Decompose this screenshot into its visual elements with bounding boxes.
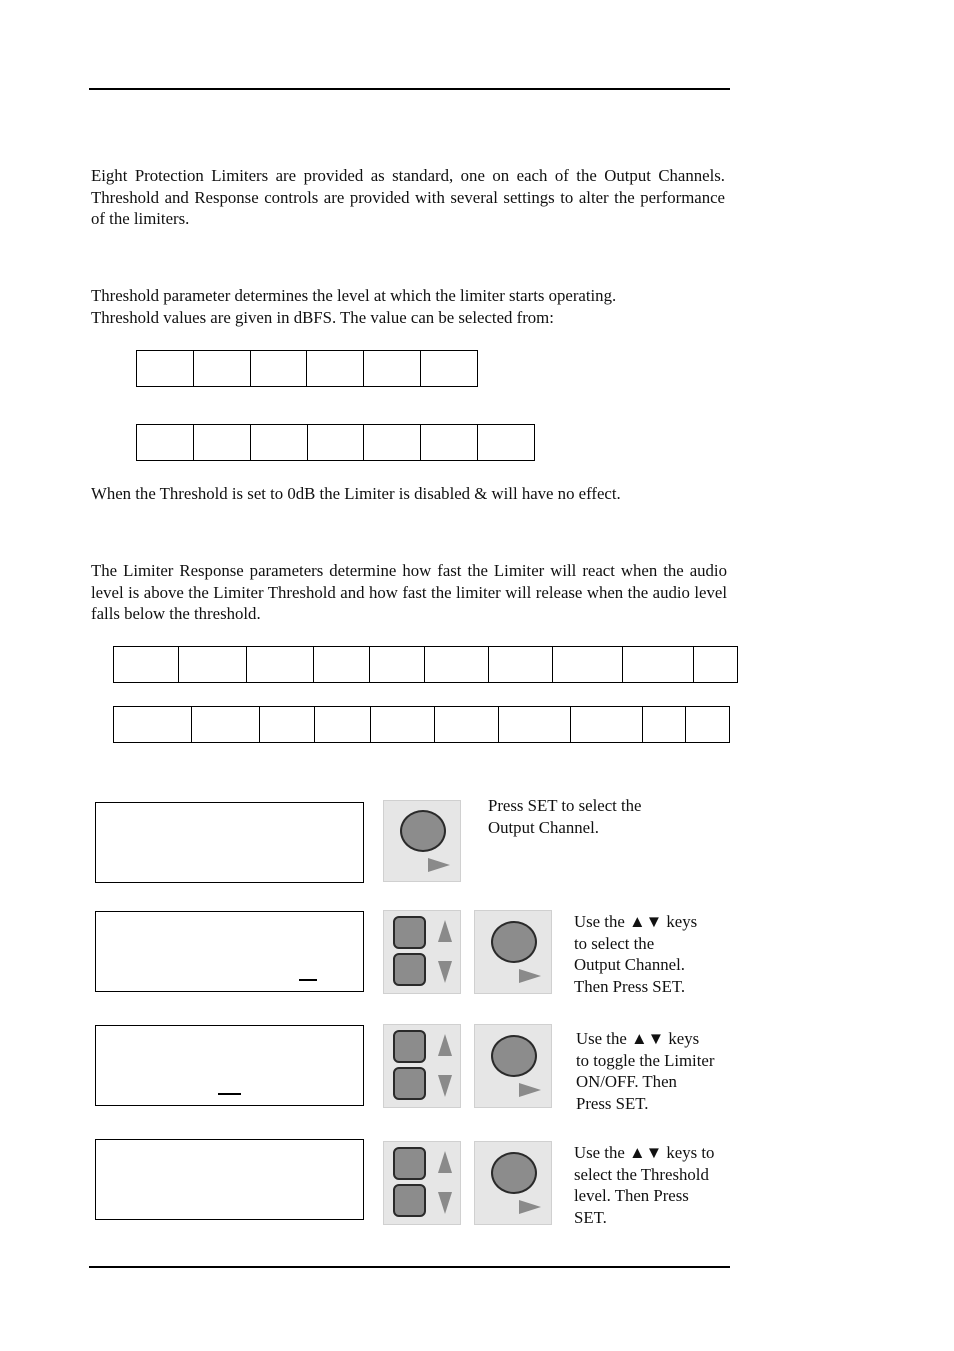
set-button-icon[interactable] <box>491 921 537 963</box>
set-button-panel-step-4[interactable] <box>474 1141 552 1225</box>
right-arrow-icon <box>428 858 450 872</box>
down-triangle-icon <box>438 1075 452 1097</box>
instruction-line: Use the ▲▼ keys <box>574 912 698 931</box>
threshold-values-table-row-2 <box>136 424 535 461</box>
lcd-display-step-1 <box>95 802 364 883</box>
instruction-step-2 <box>574 911 697 997</box>
instruction-line: Press SET. <box>576 1093 649 1113</box>
instruction-line: to toggle the Limiter <box>576 1050 715 1070</box>
instruction-step-4 <box>574 1142 714 1228</box>
instruction-line: Use the ▲▼ keys to <box>574 1143 715 1162</box>
down-arrow-key-icon[interactable] <box>393 1067 426 1100</box>
threshold-paragraph-line-1: Threshold parameter determines the level at which the limiter starts operating. <box>91 286 617 305</box>
instruction-line: level. Then Press <box>574 1186 689 1206</box>
down-triangle-icon <box>438 1192 452 1214</box>
instruction-line: ON/OFF. Then <box>576 1072 677 1092</box>
right-arrow-icon <box>519 969 541 983</box>
response-values-table-row-1 <box>113 646 738 683</box>
arrow-keys-panel-step-3 <box>383 1024 461 1108</box>
threshold-paragraph <box>91 285 725 328</box>
lcd-display-step-2 <box>95 911 364 992</box>
lcd-display-step-4 <box>95 1139 364 1220</box>
lcd-display-step-3 <box>95 1025 364 1106</box>
up-arrow-key-icon[interactable] <box>393 1030 426 1063</box>
set-button-panel-step-3[interactable] <box>474 1024 552 1108</box>
instruction-line: select the Threshold <box>574 1164 709 1184</box>
footer-rule <box>89 1266 730 1268</box>
right-arrow-icon <box>519 1200 541 1214</box>
instruction-step-1 <box>488 795 642 838</box>
up-arrow-key-icon[interactable] <box>393 916 426 949</box>
header-rule <box>89 88 730 90</box>
set-button-icon[interactable] <box>491 1152 537 1194</box>
up-triangle-icon <box>438 920 452 942</box>
up-triangle-icon <box>438 1034 452 1056</box>
up-triangle-icon <box>438 1151 452 1173</box>
instruction-line: SET. <box>574 1207 607 1227</box>
up-arrow-key-icon[interactable] <box>393 1147 426 1180</box>
set-button-icon[interactable] <box>491 1035 537 1077</box>
lcd-cursor <box>299 979 317 981</box>
response-paragraph: The Limiter Response parameters determine how fast the Limiter will react when the audio level is above the Limiter Threshold and how fast the limiter will release when the audio level falls below the threshold. <box>91 561 727 624</box>
instruction-line: Press SET to select the <box>488 796 642 815</box>
threshold-note: When the Threshold is set to 0dB the Limiter is disabled & will have no effect. <box>91 484 621 503</box>
instruction-line: to select the <box>574 933 655 953</box>
down-triangle-icon <box>438 961 452 983</box>
intro-paragraph: Eight Protection Limiters are provided as standard, one on each of the Output Channels. Threshold and Response controls are provided with several settings to alter the performance of the limiters. <box>91 166 725 229</box>
instruction-line: Output Channel. <box>488 817 599 837</box>
arrow-keys-panel-step-4 <box>383 1141 461 1225</box>
down-arrow-key-icon[interactable] <box>393 953 426 986</box>
set-button-icon[interactable] <box>400 810 446 852</box>
instruction-line: Use the ▲▼ keys <box>576 1029 700 1048</box>
instruction-line: Then Press SET. <box>574 976 686 996</box>
instruction-line: Output Channel. <box>574 955 685 975</box>
threshold-paragraph-line-2: Threshold values are given in dBFS. The value can be selected from: <box>91 307 554 327</box>
down-arrow-key-icon[interactable] <box>393 1184 426 1217</box>
set-button-panel-step-2[interactable] <box>474 910 552 994</box>
arrow-keys-panel-step-2 <box>383 910 461 994</box>
instruction-step-3 <box>576 1028 714 1114</box>
threshold-values-table-row-1 <box>136 350 478 387</box>
right-arrow-icon <box>519 1083 541 1097</box>
lcd-cursor <box>218 1093 241 1095</box>
set-button-panel-step-1[interactable] <box>383 800 461 882</box>
response-values-table-row-2 <box>113 706 730 743</box>
